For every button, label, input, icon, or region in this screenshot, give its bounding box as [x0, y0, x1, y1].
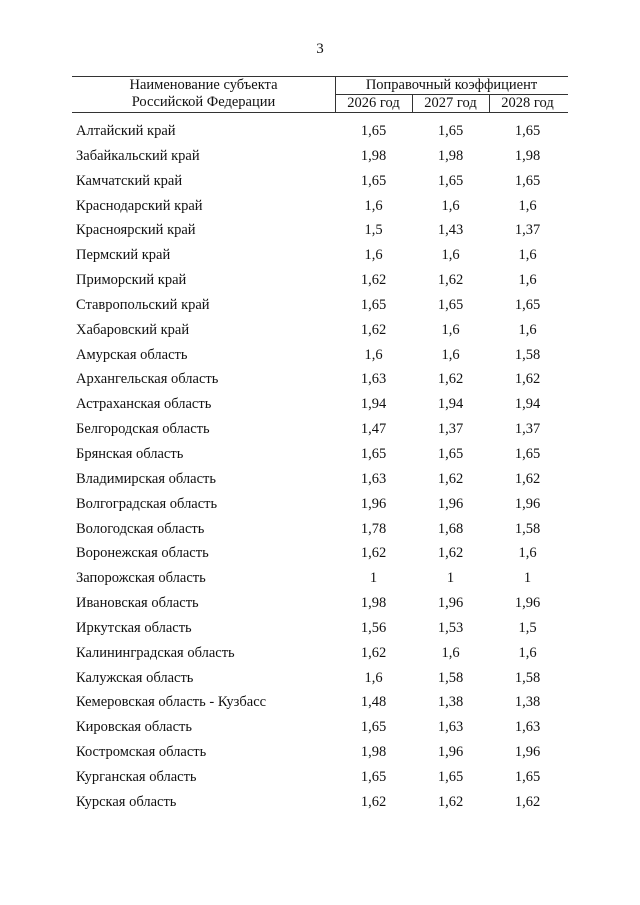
coefficient-2028: 1,6	[518, 247, 537, 264]
coefficient-2026: 1	[369, 570, 378, 587]
coefficient-2026: 1,63	[360, 371, 387, 388]
coefficient-2028: 1,37	[514, 222, 541, 239]
coefficient-2028: 1,65	[514, 123, 541, 139]
coefficient-2026: 1,6	[364, 197, 383, 214]
coefficient-2026: 1,62	[360, 321, 387, 338]
coefficient-2026: 1,62	[360, 644, 387, 661]
coefficient-2026: 1,65	[360, 719, 387, 736]
coefficient-2028: 1,6	[518, 272, 537, 289]
coefficient-2027: 1,43	[437, 222, 464, 239]
table-row	[0, 715, 640, 740]
table-row	[0, 243, 640, 268]
coefficient-2027: 1,6	[441, 346, 460, 363]
coefficient-2028: 1,37	[514, 421, 541, 438]
region-name: Владимирская область	[76, 470, 216, 487]
coefficient-2027: 1	[446, 570, 455, 587]
coefficient-2028: 1,96	[514, 495, 541, 512]
coefficient-2027: 1,62	[437, 793, 464, 810]
region-name: Белгородская область	[76, 421, 210, 438]
coefficient-2026: 1,65	[360, 123, 387, 139]
table-row	[0, 367, 640, 392]
coefficient-2026: 1,63	[360, 470, 387, 487]
coefficient-2027: 1,65	[437, 768, 464, 785]
region-name: Пермский край	[76, 247, 171, 264]
region-name: Краснодарский край	[76, 197, 203, 214]
coefficient-2028: 1,65	[514, 445, 541, 462]
column-header-year-2028: 2028 год	[501, 95, 554, 111]
table-row	[0, 467, 640, 492]
coefficient-2027: 1,38	[437, 694, 464, 711]
table-row	[0, 690, 640, 715]
region-name: Хабаровский край	[76, 321, 190, 338]
coefficient-2027: 1,6	[441, 247, 460, 264]
coefficient-2027: 1,98	[437, 147, 464, 164]
table-row	[0, 591, 640, 616]
table-row	[0, 268, 640, 293]
region-name: Иркутская область	[76, 619, 192, 636]
coefficient-2028: 1,65	[514, 172, 541, 189]
region-name: Забайкальский край	[76, 147, 200, 164]
table-body	[0, 119, 640, 815]
coefficient-2026: 1,96	[360, 495, 387, 512]
coefficient-2026: 1,98	[360, 744, 387, 761]
coefficient-2028: 1,6	[518, 197, 537, 214]
coefficient-2028: 1,62	[514, 470, 541, 487]
coefficient-2028: 1	[523, 570, 532, 587]
region-name: Калининградская область	[76, 644, 235, 661]
coefficient-2026: 1,62	[360, 545, 387, 562]
region-name: Ставропольский край	[76, 296, 210, 313]
coefficient-2028: 1,63	[514, 719, 541, 736]
coefficient-2028: 1,6	[518, 644, 537, 661]
region-name: Амурская область	[76, 346, 188, 363]
coefficient-2027: 1,96	[437, 495, 464, 512]
coefficient-2026: 1,94	[360, 396, 387, 413]
coefficient-2027: 1,68	[437, 520, 464, 537]
region-name: Архангельская область	[76, 371, 219, 388]
region-name: Волгоградская область	[76, 495, 218, 512]
coefficient-2027: 1,62	[437, 272, 464, 289]
column-header-year-2027: 2027 год	[424, 95, 477, 111]
table-row	[0, 740, 640, 765]
coefficient-2027: 1,6	[441, 321, 460, 338]
coefficient-2027: 1,65	[437, 172, 464, 189]
column-header-region-name	[72, 77, 335, 111]
coefficient-2028: 1,58	[514, 669, 541, 686]
table-row	[0, 566, 640, 591]
region-name: Калужская область	[76, 669, 194, 686]
table-row	[0, 318, 640, 343]
region-name: Ивановская область	[76, 595, 199, 612]
coefficient-2027: 1,6	[441, 197, 460, 214]
coefficient-2026: 1,56	[360, 619, 387, 636]
coefficient-2027: 1,62	[437, 371, 464, 388]
table-row	[0, 765, 640, 790]
table-row	[0, 169, 640, 194]
region-name: Вологодская область	[76, 520, 205, 537]
region-name: Брянская область	[76, 445, 184, 462]
coefficient-2027: 1,65	[437, 445, 464, 462]
coefficient-2028: 1,62	[514, 371, 541, 388]
header-name-line2: Российской Федерации	[131, 94, 276, 110]
coefficient-2026: 1,6	[364, 669, 383, 686]
coefficient-2026: 1,5	[364, 222, 383, 239]
coefficient-2026: 1,62	[360, 793, 387, 810]
coefficient-2028: 1,58	[514, 346, 541, 363]
coefficient-2028: 1,62	[514, 793, 541, 810]
table-row	[0, 293, 640, 318]
coefficient-2026: 1,98	[360, 595, 387, 612]
table-row	[0, 442, 640, 467]
table-row	[0, 666, 640, 691]
coefficient-2026: 1,6	[364, 346, 383, 363]
coefficient-2028: 1,65	[514, 296, 541, 313]
region-name: Курская область	[76, 793, 177, 810]
header-name-line1: Наименование субъекта	[129, 77, 278, 93]
table-row	[0, 616, 640, 641]
coefficient-2027: 1,94	[437, 396, 464, 413]
coefficient-2027: 1,96	[437, 744, 464, 761]
coefficient-2026: 1,62	[360, 272, 387, 289]
table-row	[0, 392, 640, 417]
region-name: Кемеровская область - Кузбасс	[76, 694, 267, 711]
region-name: Запорожская область	[76, 570, 206, 587]
coefficient-2028: 1,94	[514, 396, 541, 413]
table-row	[0, 194, 640, 219]
table-row	[0, 790, 640, 815]
coefficient-2027: 1,63	[437, 719, 464, 736]
coefficient-2027: 1,62	[437, 545, 464, 562]
column-header-coefficient: Поправочный коэффициент	[365, 77, 538, 93]
table-header-bottom-rule	[72, 112, 568, 113]
table-row	[0, 492, 640, 517]
coefficient-2026: 1,6	[364, 247, 383, 264]
coefficient-2027: 1,6	[441, 644, 460, 661]
coefficient-2026: 1,65	[360, 445, 387, 462]
table-row	[0, 641, 640, 666]
table-row	[0, 517, 640, 542]
coefficient-2026: 1,78	[360, 520, 387, 537]
coefficient-2028: 1,96	[514, 744, 541, 761]
coefficient-2027: 1,65	[437, 296, 464, 313]
coefficient-2026: 1,48	[360, 694, 387, 711]
coefficient-2026: 1,65	[360, 768, 387, 785]
coefficient-2028: 1,38	[514, 694, 541, 711]
table-row	[0, 541, 640, 566]
coefficient-2026: 1,65	[360, 172, 387, 189]
coefficient-2027: 1,62	[437, 470, 464, 487]
coefficient-2028: 1,98	[514, 147, 541, 164]
table-row	[0, 144, 640, 169]
coefficient-2026: 1,98	[360, 147, 387, 164]
region-name: Камчатский край	[76, 172, 183, 189]
region-name: Алтайский край	[76, 123, 176, 139]
coefficient-2028: 1,65	[514, 768, 541, 785]
coefficient-2027: 1,96	[437, 595, 464, 612]
coefficient-2027: 1,53	[437, 619, 464, 636]
coefficient-2028: 1,58	[514, 520, 541, 537]
coefficient-2028: 1,96	[514, 595, 541, 612]
coefficient-2026: 1,65	[360, 296, 387, 313]
region-name: Астраханская область	[76, 396, 212, 413]
region-name: Костромская область	[76, 744, 207, 761]
region-name: Кировская область	[76, 719, 193, 736]
region-name: Курганская область	[76, 768, 197, 785]
coefficient-2027: 1,37	[437, 421, 464, 438]
coefficient-2028: 1,6	[518, 545, 537, 562]
coefficient-2028: 1,6	[518, 321, 537, 338]
coefficient-2027: 1,65	[437, 123, 464, 139]
table-row	[0, 218, 640, 243]
region-name: Приморский край	[76, 272, 187, 289]
table-row	[0, 417, 640, 442]
coefficient-2027: 1,58	[437, 669, 464, 686]
table-row	[0, 119, 640, 144]
region-name: Красноярский край	[76, 222, 196, 239]
coefficient-2028: 1,5	[518, 619, 537, 636]
coefficient-2026: 1,47	[360, 421, 387, 438]
region-name: Воронежская область	[76, 545, 209, 562]
column-header-year-2026: 2026 год	[347, 95, 400, 111]
table-row	[0, 343, 640, 368]
page-number: 3	[316, 41, 324, 57]
